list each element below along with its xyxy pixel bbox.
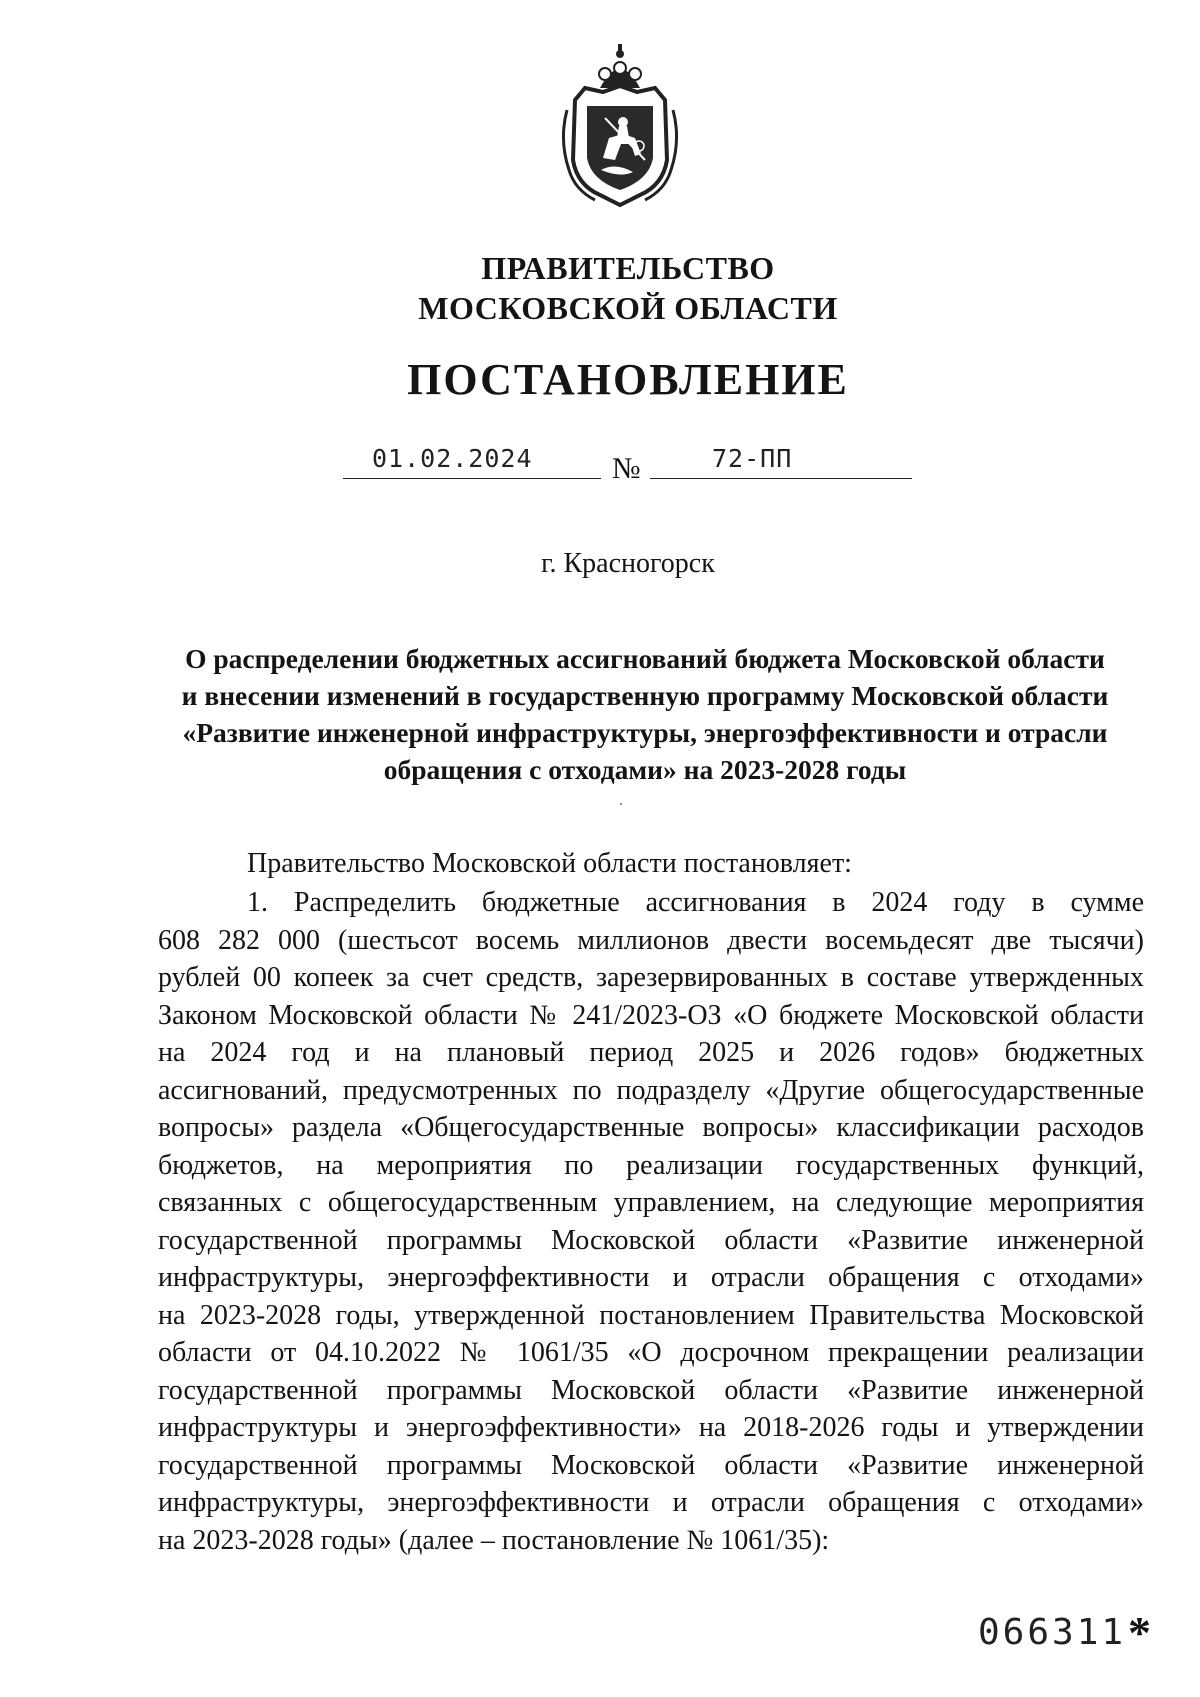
subject-line: О распределении бюджетных ассигнований бюджета Московской области [185,643,1105,674]
text-line: на 2023-2028 годы, утвержденной постановлением Правительства Московской [158,1299,1144,1331]
text-line: рублей 00 копеек за счет средств, зарезервированных в составе утвержденных [158,962,1144,993]
text-line: инфраструктуры, энергоэффективности и отрасли обращения с отходами» [158,1487,1144,1518]
text-line: инфраструктуры, энергоэффективности и отрасли обращения с отходами» [158,1262,1144,1293]
subject-line: «Развитие инженерной инфраструктуры, энергоэффективности и отрасли [182,717,1108,748]
text-line: вопросы» раздела «Общегосударственные вопросы» классификации расходов [158,1112,1144,1143]
text-line: 608 282 000 (шестьсот восемь миллионов двести восемьдесят две тысячи) [158,924,1144,956]
text-line: на 2023-2028 годы» (далее – постановление № 1061/35): [158,1524,830,1556]
asterisk-mark: * [1128,1607,1151,1658]
text-line: ассигнований, предусмотренных по подразделу «Другие общегосударственные [158,1074,1144,1106]
document-number: 72-ПП [712,444,793,473]
city-name: г. Красногорск [541,548,715,579]
date-underline [343,478,601,479]
text-line: на 2024 год и на плановый период 2025 и 2026 годов» бюджетных [158,1037,1144,1068]
text-line: 1. Распределить бюджетные ассигнования в 2024 году в сумме [247,887,1144,918]
text-line: Законом Московской области № 241/2023-ОЗ «О бюджете Московской области [158,999,1144,1031]
text-line: связанных с общегосударственным управлением, на следующие мероприятия [158,1187,1144,1218]
subject-line: обращения с отходами» на 2023-2028 годы [383,754,907,785]
text-line: государственной программы Московской области «Развитие инженерной [158,1374,1144,1406]
paragraph-1 [158,884,1144,1559]
subject-line: и внесении изменений в государственную программу Московской области [181,680,1109,711]
document-date: 01.02.2024 [372,444,533,473]
organization-name-line-1: ПРАВИТЕЛЬСТВО [481,250,775,286]
text-line: государственной программы Московской области «Развитие инженерной [158,1449,1144,1481]
scan-speck [620,803,622,805]
organization-name-line-2: МОСКОВСКОЙ ОБЛАСТИ [418,290,838,326]
text-line: бюджетов, на мероприятия по реализации государственных функций, [158,1149,1144,1181]
text-line: области от 04.10.2022 № 1061/35 «О досрочном прекращении реализации [158,1337,1144,1368]
text-line: инфраструктуры и энергоэффективности» на 2018-2026 годы и утверждении [158,1412,1144,1443]
document-type: ПОСТАНОВЛЕНИЕ [407,355,849,404]
number-underline [650,478,912,479]
coat-of-arms-icon [545,40,695,210]
text-line: государственной программы Московской области «Развитие инженерной [158,1224,1144,1256]
number-sign: № [612,452,641,485]
document-subject [150,640,1140,788]
preamble: Правительство Московской области постановляет: [247,848,852,879]
serial-number: 066311 [978,1612,1127,1653]
